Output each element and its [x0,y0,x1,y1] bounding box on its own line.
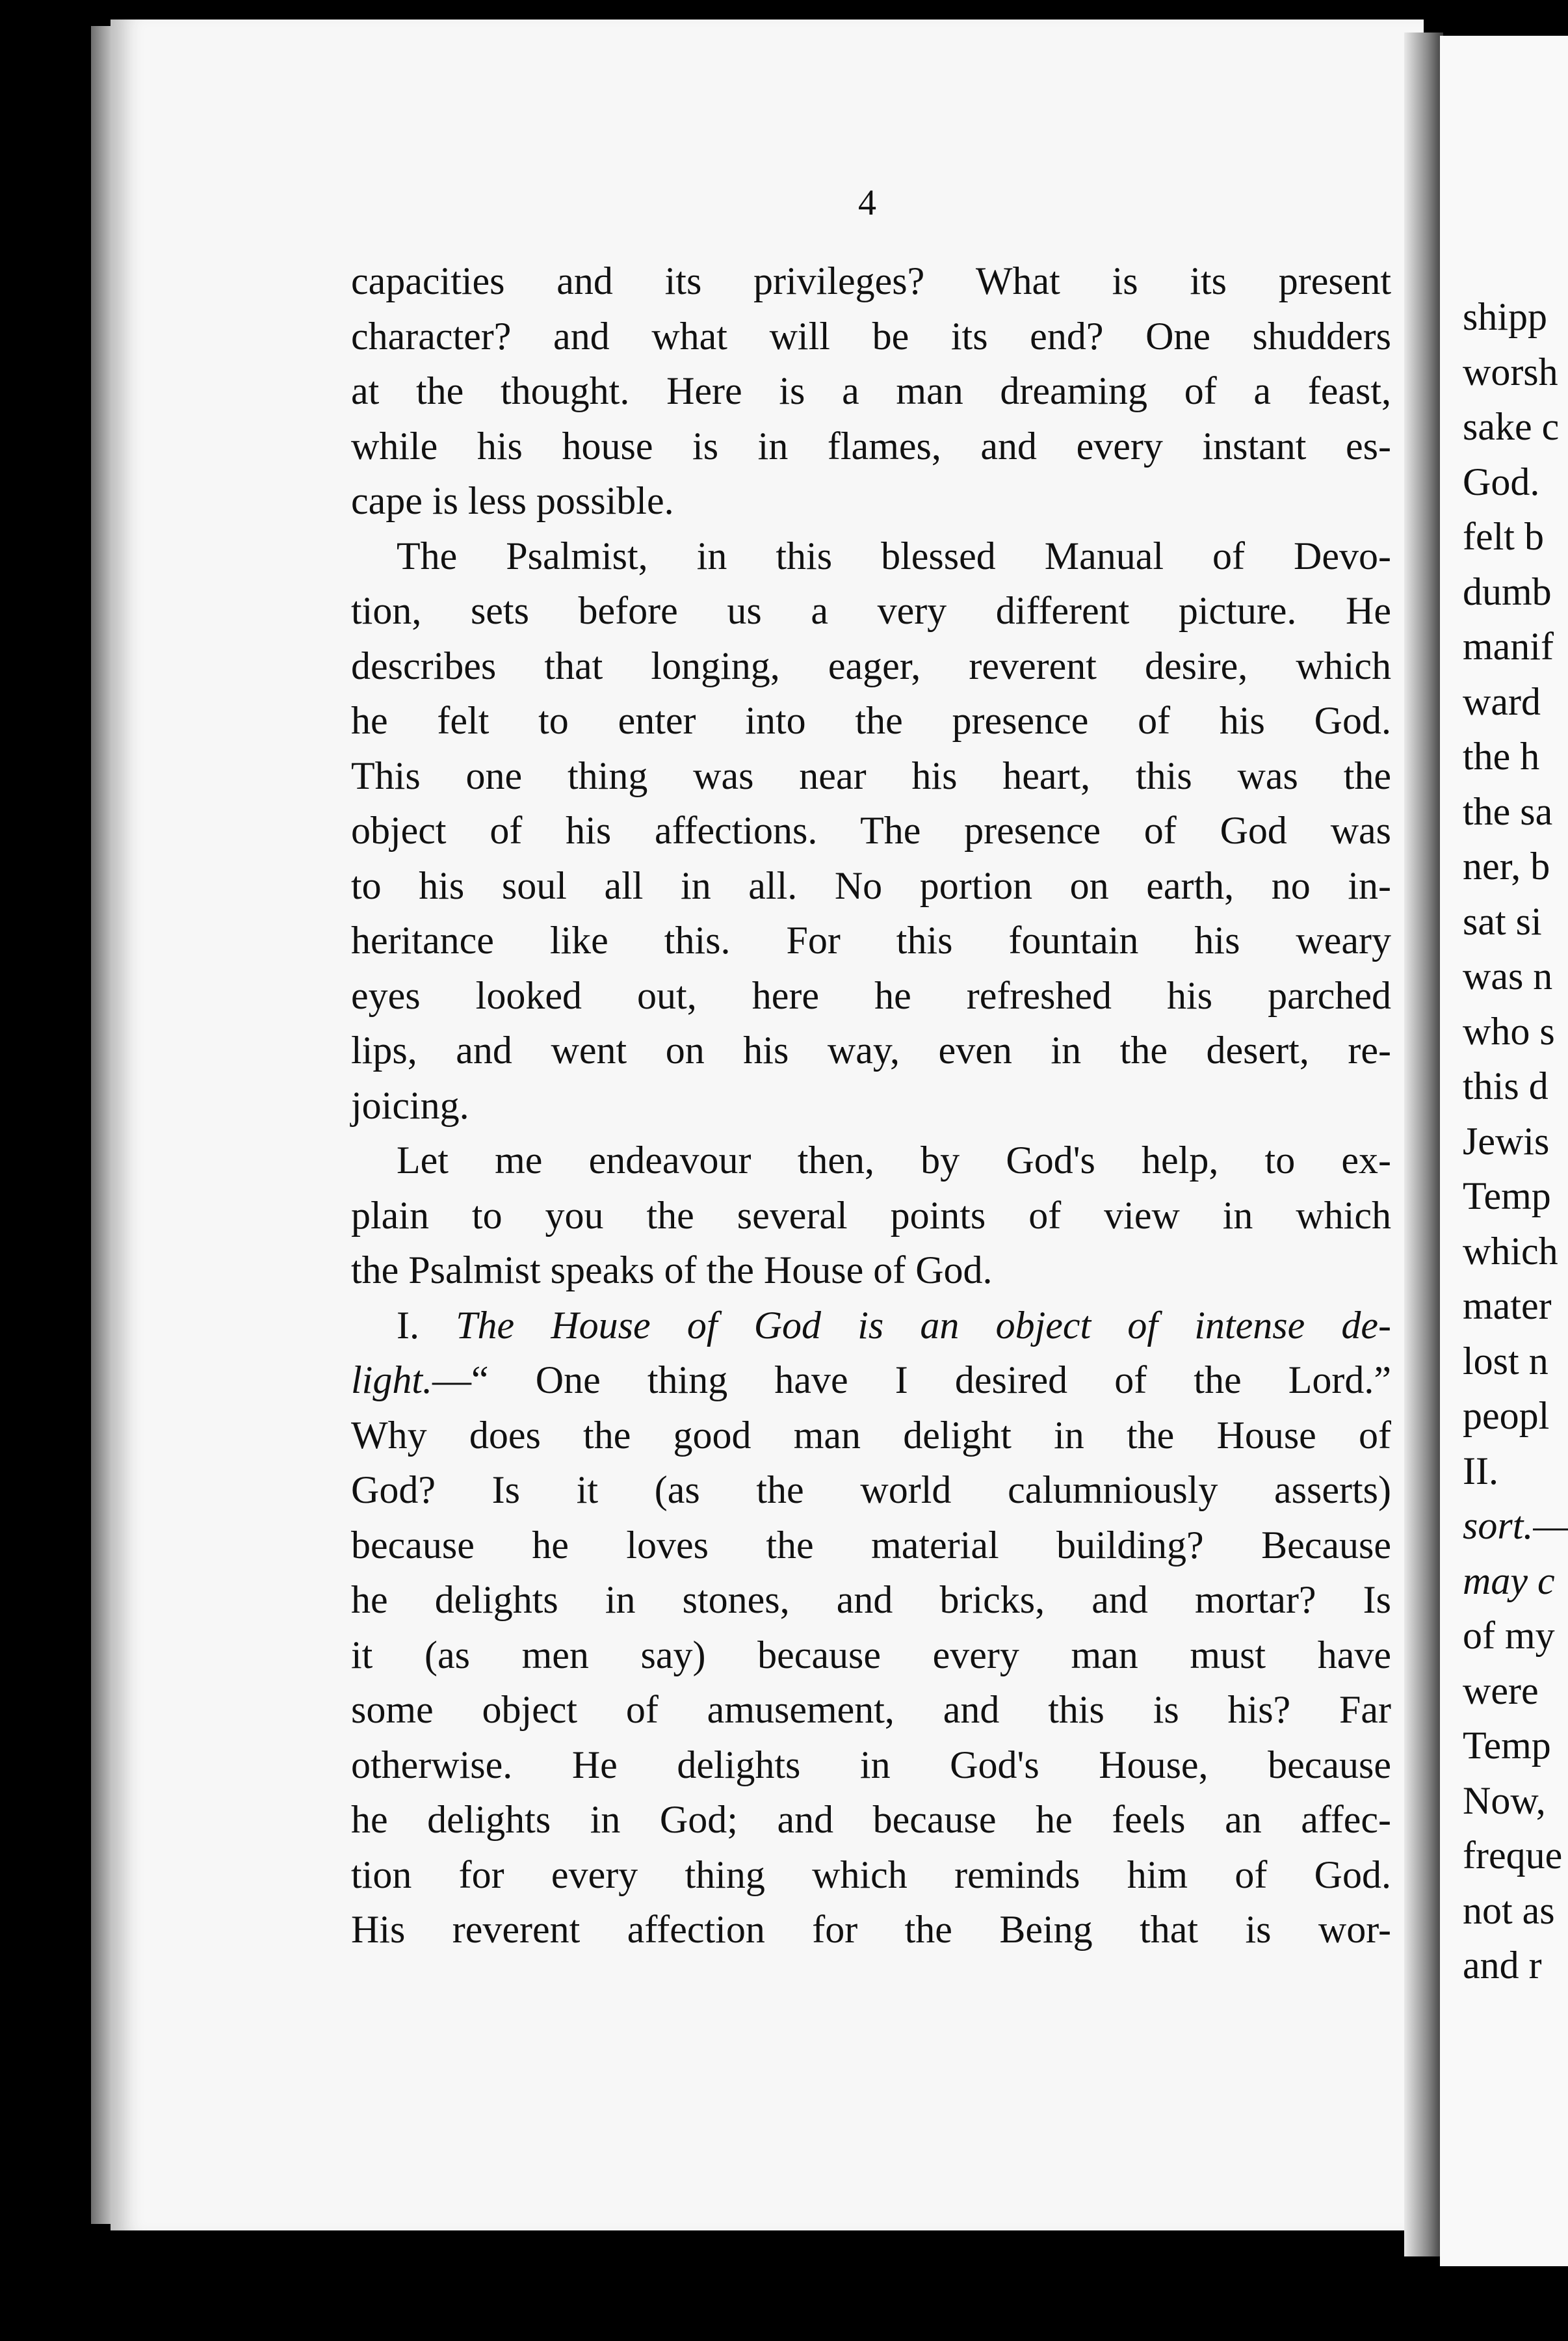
right-text-line: were [1463,1669,1539,1712]
section-heading-cont: light. [351,1358,433,1401]
right-text-line: Jewis [1463,1119,1550,1163]
text-line: capacities and its privileges? What is its present [351,259,1391,302]
text-line: This one thing was near his heart, this was the [351,754,1391,797]
text-line: the Psalmist speaks of the House of God. [351,1249,993,1291]
text-line: plain to you the several points of view in which [351,1193,1391,1237]
right-text-line: God. [1463,460,1540,503]
right-text-line: lost n [1463,1339,1548,1382]
right-text-italic: sort.— [1463,1504,1568,1547]
right-text-line: Now, [1463,1779,1546,1822]
text-line: Why does the good man delight in the House of [351,1413,1391,1457]
right-text-line: ner, b [1463,845,1550,888]
text-line: tion, sets before us a very different picture. He [351,589,1391,632]
right-text-line: manif [1463,625,1554,668]
right-text-line: mater [1463,1284,1552,1327]
right-text-line: the sa [1463,789,1553,833]
text-line: lips, and went on his way, even in the desert, re- [351,1029,1391,1072]
text-line: joicing. [351,1083,469,1127]
text-line: heritance like this. For this fountain his weary [351,919,1391,962]
right-text-line: II. [1463,1449,1498,1492]
right-text-line: who s [1463,1009,1555,1053]
right-text-line: this d [1463,1065,1548,1107]
section-heading: The House of God is an object of intense de- [456,1303,1391,1347]
quotation: —“ One thing have I desired of the Lord.” [432,1358,1391,1401]
right-text-line [1463,1554,1568,1609]
text-line: he delights in God; and because he feels an affec- [351,1798,1391,1841]
text-line: otherwise. He delights in God's House, because [351,1743,1391,1786]
right-text-line [1463,1498,1568,1554]
text-line: Let me endeavour then, by God's help, to ex- [397,1139,1391,1182]
section-numeral: I. [397,1303,456,1347]
right-text-line: felt b [1463,515,1544,558]
text-line: because he loves the material building? Because [351,1523,1391,1567]
text-line: some object of amusement, and this is his? Far [351,1688,1391,1731]
text-line: God? Is it (as the world calumniously asserts) [351,1468,1391,1511]
text-line: he felt to enter into the presence of his God. [351,699,1391,742]
right-text-line: of my [1463,1614,1555,1657]
right-text-line: and r [1463,1944,1542,1987]
right-text-line: shipp [1463,295,1548,338]
right-text-line: Temp [1463,1174,1551,1217]
right-text-line: not as [1463,1888,1555,1932]
right-text-line: sat si [1463,899,1542,943]
text-line: object of his affections. The presence of God was [351,809,1391,852]
text-line: character? and what will be its end? One shudders [351,314,1391,358]
right-text-line: was n [1463,955,1553,998]
text-line: to his soul all in all. No portion on earth, no in- [351,864,1391,907]
text-line: while his house is in flames, and every instant es- [351,424,1391,468]
text-line [351,1353,1391,1408]
right-text-line: freque [1463,1834,1563,1877]
text-line: His reverent affection for the Being that is wor- [351,1908,1391,1951]
right-text-line: ward [1463,680,1541,723]
left-column-text [351,254,1391,1957]
right-text-line: worsh [1463,350,1558,393]
right-text-line: Temp [1463,1724,1551,1767]
text-line: eyes looked out, here he refreshed his parched [351,973,1391,1017]
right-text-line: sake c [1463,405,1560,448]
text-line: at the thought. Here is a man dreaming of a feast, [351,369,1391,412]
text-line: describes that longing, eager, reverent desire, which [351,644,1391,687]
text-line: The Psalmist, in this blessed Manual of Devo- [397,534,1391,577]
book-gutter [1404,33,1443,2256]
right-text-line: the h [1463,735,1540,778]
text-line: he delights in stones, and bricks, and mortar? Is [351,1578,1391,1621]
page-number: 4 [858,183,876,223]
text-line: it (as men say) because every man must have [351,1633,1391,1676]
text-line: tion for every thing which reminds him of God. [351,1853,1391,1896]
right-text-line: peopl [1463,1394,1550,1437]
right-page-partial [1440,36,1568,2266]
section-heading-line [351,1298,1391,1353]
text-line: cape is less possible. [351,479,674,522]
right-column-text [1463,289,1568,1993]
right-text-line: dumb [1463,570,1552,613]
right-text-line: which [1463,1229,1558,1273]
right-text-italic: may c [1463,1559,1555,1602]
